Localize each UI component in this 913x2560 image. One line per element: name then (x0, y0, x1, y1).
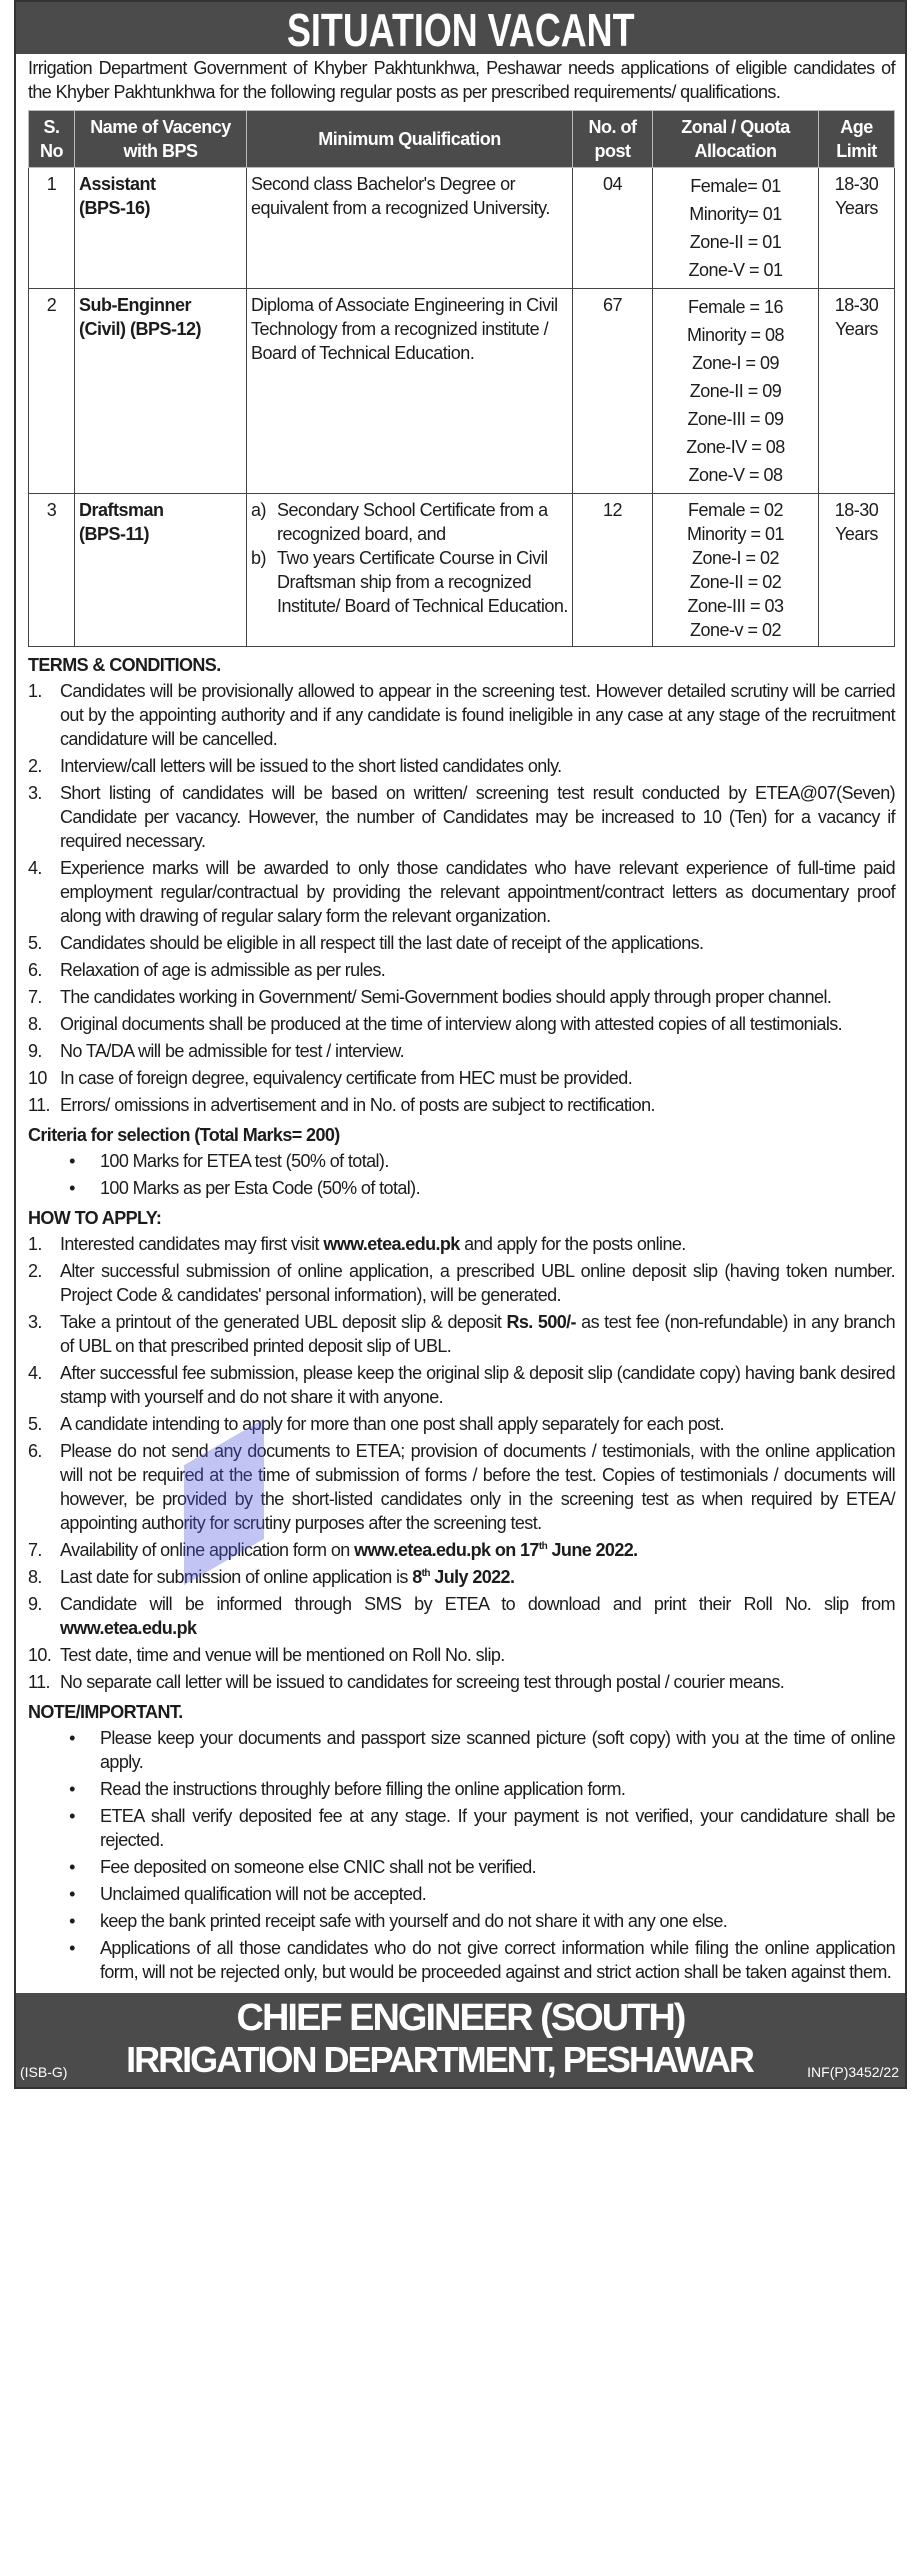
list-item (28, 1643, 895, 1667)
intro-paragraph: Irrigation Department Government of Khyber Pakhtunkhwa, Peshawar needs applications of eligible candidates of the Khyber Pakhtunkhwa for the following regular posts as per prescribed requirements/ qualifications. (28, 58, 895, 102)
item-text: keep the bank printed receipt safe with yourself and do not share it with any one else. (100, 1911, 728, 1931)
text-segment: Alter successful submission of online application, a prescribed UBL online deposit slip (having token number. Project Code & candidates' personal information), will be generated. (60, 1261, 895, 1305)
emphasis-text: www.etea.edu.pk (60, 1618, 197, 1638)
text-segment: Take a printout of the generated UBL deposit slip & deposit (60, 1312, 507, 1332)
list-item (28, 679, 895, 751)
item-text: Candidates will be provisionally allowed to appear in the screening test. However detailed scrutiny will be carried out by the appointing authority and if any candidate is found ineligible in any case at any stage of the recruitment candidature will be cancelled. (60, 681, 895, 749)
age-limit: 18-30 Years (819, 168, 895, 289)
quota-allocation (653, 289, 819, 494)
list-item (28, 1670, 895, 1694)
criteria-list (28, 1149, 895, 1200)
table-row (29, 168, 895, 289)
text-segment: Interested candidates may first visit (60, 1234, 324, 1254)
column-header: Zonal / Quota Allocation (653, 111, 819, 168)
footer-line-2: IRRIGATION DEPARTMENT, PESHAWAR (126, 2039, 753, 2080)
column-header: No. of post (573, 111, 653, 168)
quota-item: Zone-III = 03 (687, 596, 784, 616)
item-text (60, 1310, 895, 1358)
list-item (28, 958, 895, 982)
qualification-item (251, 498, 568, 546)
quota-item: Zone-v = 02 (689, 620, 782, 640)
qualification-item (251, 546, 568, 618)
serial-number: 3 (29, 494, 75, 647)
text-segment: Candidate will be informed through SMS by ETEA to download and print their Roll No. slip from (60, 1594, 895, 1614)
post-title: Draftsman (79, 500, 164, 520)
quota-item: Zone-II = 01 (689, 232, 782, 252)
item-text (60, 1361, 895, 1409)
list-item (28, 1259, 895, 1307)
post-title: Sub-Enginner (79, 295, 191, 315)
column-header: Name of Vacency with BPS (75, 111, 247, 168)
item-text (60, 1643, 895, 1667)
item-number: 6. (28, 960, 42, 980)
item-text: Unclaimed qualification will not be accepted. (100, 1884, 427, 1904)
list-item (28, 1310, 895, 1358)
emphasis-text: th (538, 1541, 548, 1552)
item-number: 11. (28, 1672, 50, 1692)
list-item (28, 1412, 895, 1436)
table-header-row (29, 111, 895, 168)
item-text: Interview/call letters will be issued to the short listed candidates only. (60, 756, 562, 776)
bullet-icon: • (69, 1884, 75, 1904)
terms-heading: TERMS & CONDITIONS. (28, 655, 221, 675)
footer-row-2 (16, 2039, 905, 2081)
item-text (60, 1439, 895, 1535)
item-number: 9. (28, 1041, 42, 1061)
bullet-icon: • (69, 1178, 75, 1198)
list-item (28, 1936, 895, 1984)
terms-list (28, 679, 895, 1117)
quota-item: Zone-V = 08 (688, 465, 783, 485)
bullet-icon: • (69, 1779, 75, 1799)
page-title (16, 2, 905, 54)
how-to-apply-list (28, 1232, 895, 1694)
quota-item: Minority= 01 (689, 204, 782, 224)
quota-item: Female= 01 (690, 176, 781, 196)
list-item (28, 1012, 895, 1036)
advertisement (14, 0, 907, 2089)
quota-allocation (653, 494, 819, 647)
how-to-apply-heading: HOW TO APPLY: (28, 1208, 162, 1228)
bullet-icon: • (69, 1938, 75, 1958)
bullet-icon: • (69, 1728, 75, 1748)
qualification-text: Second class Bachelor's Degree or equivalent from a recognized University. (251, 174, 550, 218)
emphasis-text: www.etea.edu.pk (323, 1234, 460, 1254)
list-item (28, 781, 895, 853)
list-item (28, 1804, 895, 1852)
item-text (60, 1259, 895, 1307)
quota-item: Zone-IV = 08 (686, 437, 785, 457)
item-number: 2. (28, 756, 42, 776)
list-item (28, 1777, 895, 1801)
quota-item: Minority = 08 (686, 325, 785, 345)
ad-body (16, 54, 905, 1993)
emphasis-text: www.etea.edu.pk on 17 (354, 1540, 539, 1560)
emphasis-text: June 2022. (547, 1540, 638, 1560)
list-item (28, 754, 895, 778)
column-header: Minimum Qualification (247, 111, 573, 168)
bullet-icon: • (69, 1806, 75, 1826)
item-text: Two years Certificate Course in Civil Draftsman ship from a recognized Institute/ Board of Technical Education. (277, 548, 568, 616)
item-text: The candidates working in Government/ Semi-Government bodies should apply through proper channel. (60, 987, 832, 1007)
number-of-posts: 67 (573, 289, 653, 494)
list-item (28, 1565, 895, 1589)
item-text: 100 Marks for ETEA test (50% of total). (100, 1151, 389, 1171)
text-segment: A candidate intending to apply for more than one post shall apply separately for each post. (60, 1414, 724, 1434)
ref-code-right: INF(P)3452/22 (807, 2064, 899, 2080)
emphasis-text: Rs. 500/- (506, 1312, 576, 1332)
footer-line-1: CHIEF ENGINEER (SOUTH) (236, 1997, 685, 2039)
item-text (60, 1232, 895, 1256)
item-text: Errors/ omissions in advertisement and in No. of posts are subject to rectification. (60, 1095, 655, 1115)
list-item (28, 1039, 895, 1063)
table-row (29, 289, 895, 494)
item-text: Secondary School Certificate from a recognized board, and (277, 500, 548, 544)
item-number: 5. (28, 1414, 42, 1434)
emphasis-text: th (421, 1568, 430, 1579)
item-text: Relaxation of age is admissible as per rules. (60, 960, 386, 980)
item-text: 100 Marks as per Esta Code (50% of total). (100, 1178, 420, 1198)
qualification (247, 289, 573, 494)
table-row (29, 494, 895, 647)
vacancy-name (75, 168, 247, 289)
quota-item: Female = 02 (687, 500, 784, 520)
emphasis-text: July 2022. (429, 1567, 515, 1587)
item-marker: a) (251, 500, 267, 520)
list-item (28, 1538, 895, 1562)
list-item (28, 1726, 895, 1774)
item-text (60, 1538, 895, 1562)
item-number: 8. (28, 1014, 42, 1034)
item-text (60, 1565, 895, 1589)
text-segment: as test fee (non-refundable) in any branch of UBL on that prescribed printed deposit slip of UBL. (60, 1312, 896, 1356)
item-number: 11. (28, 1095, 50, 1115)
post-title: Assistant (79, 174, 156, 194)
number-of-posts: 04 (573, 168, 653, 289)
item-text: Read the instructions throughly before filling the online application form. (100, 1779, 626, 1799)
vacancy-name (75, 494, 247, 647)
item-text: Short listing of candidates will be based on written/ screening test result conducted by ETEA@07(Seven) Candidate per vacancy. However, the number of Candidates may be increased to 10 (Ten) for a vacancy if required necessary. (60, 783, 895, 851)
quota-allocation (653, 168, 819, 289)
item-number: 3. (28, 783, 42, 803)
age-limit: 18-30 Years (819, 494, 895, 647)
item-number: 8. (28, 1567, 42, 1587)
emphasis-text: 8 (412, 1567, 422, 1587)
item-text (60, 1412, 895, 1436)
item-text: No TA/DA will be admissible for test / interview. (60, 1041, 405, 1061)
item-text: In case of foreign degree, equivalency certificate from HEC must be provided. (60, 1068, 633, 1088)
quota-item: Zone-II = 09 (689, 381, 782, 401)
bullet-icon: • (69, 1911, 75, 1931)
item-number: 1. (28, 681, 42, 701)
item-text (60, 1592, 895, 1640)
list-item (28, 1361, 895, 1409)
list-item (28, 1592, 895, 1640)
item-number: 10 (28, 1068, 47, 1088)
ref-code-left: (ISB-G) (20, 2064, 68, 2080)
qualification (247, 168, 573, 289)
bullet-icon: • (69, 1151, 75, 1171)
column-header: Age Limit (819, 111, 895, 168)
vacancy-table (28, 110, 895, 647)
post-bps: (BPS-16) (79, 198, 151, 218)
text-segment: Last date for submission of online application is (60, 1567, 413, 1587)
qualification (247, 494, 573, 647)
quota-item: Zone-III = 09 (687, 409, 784, 429)
column-header: S. No (29, 111, 75, 168)
list-item (28, 1066, 895, 1090)
post-bps: (BPS-11) (79, 524, 150, 544)
item-text: Original documents shall be produced at the time of interview along with attested copies of all testimonials. (60, 1014, 843, 1034)
item-number: 3. (28, 1312, 42, 1332)
bullet-icon: • (69, 1857, 75, 1877)
list-item (28, 1882, 895, 1906)
item-text: Candidates should be eligible in all respect till the last date of receipt of the applications. (60, 933, 704, 953)
item-number: 1. (28, 1234, 42, 1254)
item-text: Fee deposited on someone else CNIC shall not be verified. (100, 1857, 537, 1877)
footer-signature (16, 1993, 905, 2087)
text-segment: Availability of online application form on (60, 1540, 355, 1560)
age-limit: 18-30 Years (819, 289, 895, 494)
item-number: 4. (28, 1363, 42, 1383)
text-segment: and apply for the posts online. (459, 1234, 686, 1254)
serial-number: 1 (29, 168, 75, 289)
item-number: 2. (28, 1261, 42, 1281)
item-text: Experience marks will be awarded to only those candidates who have relevant experience of full-time paid employment regular/contractual by providing the relevant appointment/contract letters as documentary proof along with drawing of regular salary form the relevant organization. (60, 858, 895, 926)
item-text (60, 1670, 895, 1694)
text-segment: No separate call letter will be issued to candidates for screeing test through postal / courier means. (60, 1672, 785, 1692)
list-item (28, 1149, 895, 1173)
title-text: SITUATION VACANT (286, 4, 635, 54)
list-item (28, 985, 895, 1009)
serial-number: 2 (29, 289, 75, 494)
criteria-heading: Criteria for selection (Total Marks= 200) (28, 1125, 340, 1145)
item-number: 7. (28, 1540, 42, 1560)
list-item (28, 931, 895, 955)
item-number: 9. (28, 1594, 42, 1614)
item-number: 6. (28, 1441, 42, 1461)
item-number: 7. (28, 987, 42, 1007)
text-segment: Test date, time and venue will be mentioned on Roll No. slip. (60, 1645, 505, 1665)
quota-item: Female = 16 (687, 297, 784, 317)
notes-heading: NOTE/IMPORTANT. (28, 1702, 183, 1722)
vacancy-name (75, 289, 247, 494)
quota-item: Minority = 01 (686, 524, 785, 544)
item-number: 10. (28, 1645, 52, 1665)
number-of-posts: 12 (573, 494, 653, 647)
quota-item: Zone-I = 09 (691, 353, 780, 373)
item-number: 4. (28, 858, 42, 878)
list-item (28, 1439, 895, 1535)
list-item (28, 1855, 895, 1879)
item-marker: b) (251, 548, 267, 568)
item-number: 5. (28, 933, 42, 953)
list-item (28, 1909, 895, 1933)
list-item (28, 1176, 895, 1200)
item-text: ETEA shall verify deposited fee at any stage. If your payment is not verified, your candidature shall be rejected. (100, 1806, 895, 1850)
item-text: Please keep your documents and passport size scanned picture (soft copy) with you at the time of online apply. (100, 1728, 895, 1772)
list-item (28, 856, 895, 928)
text-segment: Please do not send any documents to ETEA; provision of documents / testimonials, with the online application will not be required at the time of submission of forms / before the test. Copies of testimonials / documents will however, be provided by the short-listed candidates only in the screening test as when required by ETEA/ appointing authority for scrutiny purposes after the screening test. (60, 1441, 895, 1533)
quota-item: Zone-I = 02 (691, 548, 780, 568)
qualification-text: Diploma of Associate Engineering in Civil Technology from a recognized institute / Board of Technical Education. (251, 295, 558, 363)
quota-item: Zone-II = 02 (689, 572, 782, 592)
list-item (28, 1232, 895, 1256)
list-item (28, 1093, 895, 1117)
quota-item: Zone-V = 01 (688, 260, 783, 280)
notes-list (28, 1726, 895, 1984)
text-segment: After successful fee submission, please keep the original slip & deposit slip (candidate copy) having bank desired stamp with yourself and do not share it with anyone. (60, 1363, 895, 1407)
post-bps: (Civil) (BPS-12) (79, 319, 202, 339)
item-text: Applications of all those candidates who do not give correct information while filing the online application form, will not be rejected only, but would be proceeded against and strict action shall be taken against them. (100, 1938, 895, 1982)
